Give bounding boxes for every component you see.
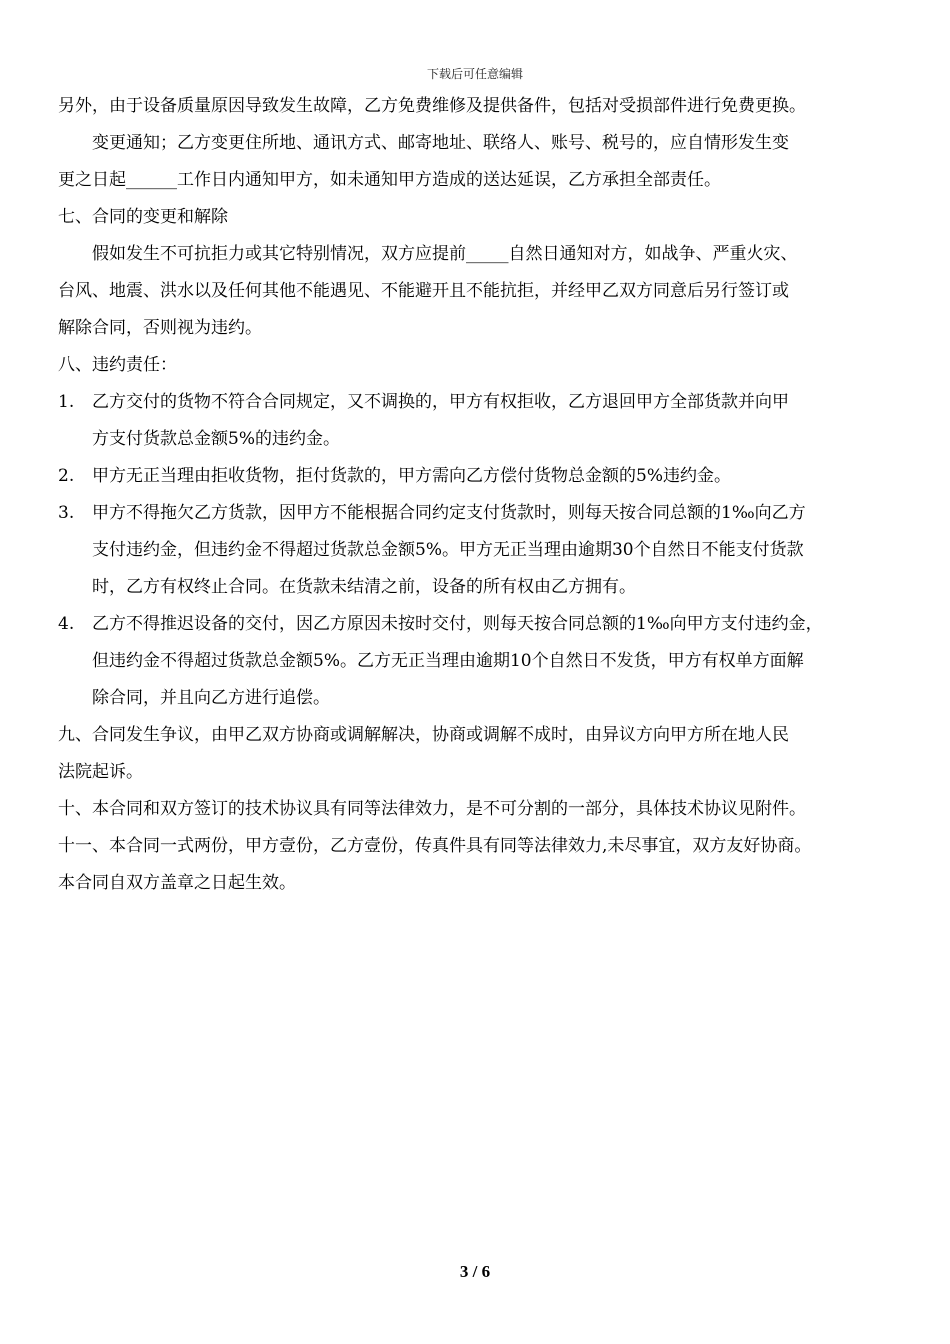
line-text: 甲方无正当理由拒收货物，拒付货款的，甲方需向乙方偿付货物总金额的5%违约金。 xyxy=(92,466,731,486)
text-line xyxy=(58,643,906,680)
line-text: 九、合同发生争议，由甲乙双方协商或调解解决，协商或调解不成时，由异议方向甲方所在地人民 xyxy=(58,725,789,745)
line-text: 更之日起______工作日内通知甲方，如未通知甲方造成的送达延误，乙方承担全部责任。 xyxy=(58,170,721,190)
line-text: 甲方不得拖欠乙方货款，因甲方不能根据合同约定支付货款时，则每天按合同总额的1‰向乙方 xyxy=(92,503,806,523)
line-text: 乙方不得推迟设备的交付，因乙方原因未按时交付，则每天按合同总额的1‰向甲方支付违约金， xyxy=(92,614,823,634)
line-text: 另外，由于设备质量原因导致发生故障，乙方免费维修及提供备件，包括对受损部件进行免费更换。 xyxy=(58,96,806,116)
line-text: 变更通知；乙方变更住所地、通讯方式、邮寄地址、联络人、账号、税号的，应自情形发生变 xyxy=(92,133,789,153)
line-text: 假如发生不可抗拒力或其它特别情况，双方应提前_____自然日通知对方，如战争、严重火灾、 xyxy=(92,244,798,264)
list-number: 3. xyxy=(58,503,75,523)
line-text: 八、违约责任： xyxy=(58,355,177,375)
text-line xyxy=(58,754,906,791)
text-line xyxy=(58,865,906,902)
line-text: 但违约金不得超过货款总金额5%。乙方无正当理由逾期10个自然日不发货，甲方有权单方面解 xyxy=(92,651,804,671)
line-text: 十、本合同和双方签订的技术协议具有同等法律效力，是不可分割的一部分，具体技术协议见附件。 xyxy=(58,799,806,819)
line-text: 方支付货款总金额5%的违约金。 xyxy=(92,429,340,449)
line-text: 乙方交付的货物不符合合同规定，又不调换的，甲方有权拒收，乙方退回甲方全部货款并向甲 xyxy=(92,392,789,412)
line-text: 七、合同的变更和解除 xyxy=(58,207,228,227)
text-line xyxy=(58,310,906,347)
line-text: 除合同，并且向乙方进行追偿。 xyxy=(92,688,330,708)
text-line xyxy=(58,199,906,236)
line-text: 十一、本合同一式两份，甲方壹份，乙方壹份，传真件具有同等法律效力,未尽事宜，双方友好协商。 xyxy=(58,836,812,856)
text-line xyxy=(58,791,906,828)
text-line xyxy=(58,828,906,865)
line-text: 台风、地震、洪水以及任何其他不能遇见、不能避开且不能抗拒，并经甲乙双方同意后另行签订或 xyxy=(58,281,789,301)
page-number: 3 / 6 xyxy=(459,1262,491,1281)
line-text: 时，乙方有权终止合同。在货款未结清之前，设备的所有权由乙方拥有。 xyxy=(92,577,636,597)
text-line xyxy=(58,236,906,273)
text-line xyxy=(58,347,906,384)
text-line xyxy=(58,125,906,162)
list-number: 1. xyxy=(58,392,75,412)
list-number: 4. xyxy=(58,614,75,634)
text-line xyxy=(58,569,906,606)
document-body xyxy=(58,88,906,902)
line-text: 解除合同，否则视为违约。 xyxy=(58,318,262,338)
text-line xyxy=(58,421,906,458)
list-number: 2. xyxy=(58,466,75,486)
text-line xyxy=(58,384,906,421)
text-line xyxy=(58,458,906,495)
line-text: 法院起诉。 xyxy=(58,762,143,782)
text-line xyxy=(58,88,906,125)
text-line xyxy=(58,606,906,643)
text-line xyxy=(58,162,906,199)
line-text: 支付违约金，但违约金不得超过货款总金额5%。甲方无正当理由逾期30个自然日不能支付货款 xyxy=(92,540,804,560)
line-text: 本合同自双方盖章之日起生效。 xyxy=(58,873,296,893)
text-line xyxy=(58,273,906,310)
text-line xyxy=(58,717,906,754)
text-line xyxy=(58,495,906,532)
page-header: 下载后可任意编辑 xyxy=(426,67,523,81)
text-line xyxy=(58,680,906,717)
text-line xyxy=(58,532,906,569)
